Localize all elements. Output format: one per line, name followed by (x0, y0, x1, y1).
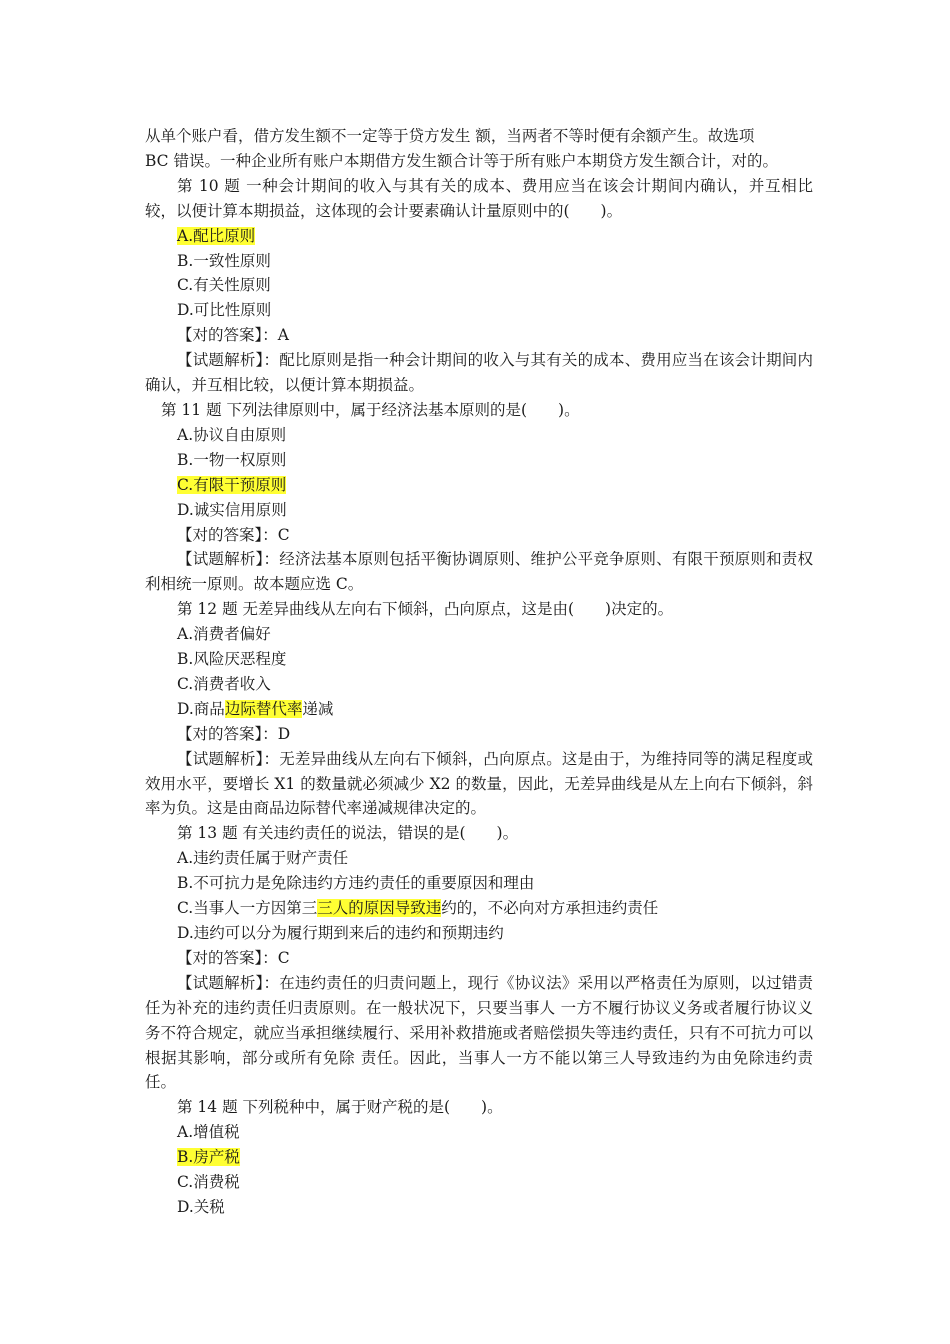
q10-option-b: B.一致性原则 (177, 251, 271, 270)
q13-option-c-highlight: 三人的原因导致违 (317, 899, 442, 918)
intro-line-1: 从单个账户看，借方发生额不一定等于贷方发生 额，当两者不等时便有余额产生。故选项 (145, 127, 755, 145)
q12-option-a: A.消费者偏好 (177, 625, 271, 644)
q11-answer: 【对的答案】：C (177, 525, 290, 544)
q11-option-b: B.一物一权原则 (177, 450, 287, 469)
q14-option-b-prefix: B. (177, 1148, 194, 1167)
q12-option-d-highlight: 边际替代率 (224, 699, 303, 718)
q10-option-a (145, 224, 813, 249)
q11-analysis: 【试题解析】：经济法基本原则包括平衡协调原则、维护公平竞争原则、有限干预原则和责权利相统一原则。故本题应选 C。 (145, 550, 813, 594)
q14-stem: 第 14 题 下列税种中，属于财产税的是( )。 (177, 1098, 503, 1117)
q12-answer: 【对的答案】：D (177, 724, 291, 743)
q12-option-b: B.风险厌恶程度 (177, 650, 287, 669)
q14-option-a: A.增值税 (177, 1123, 240, 1142)
q11-option-c-highlight: C.有限干预原则 (177, 475, 287, 494)
q14-option-c: C.消费税 (177, 1173, 240, 1192)
q12-option-d (145, 697, 813, 722)
q14-option-b-text: 房产税 (193, 1148, 240, 1167)
q14-option-b-highlight (177, 1148, 240, 1166)
q13-option-c (145, 896, 813, 921)
q10-option-c: C.有关性原则 (177, 276, 271, 295)
intro-line-2: BC 错误。一种企业所有账户本期借方发生额合计等于所有账户本期贷方发生额合计，对的。 (145, 151, 778, 170)
q13-option-c-prefix: C.当事人一方因第三 (177, 899, 318, 918)
q13-stem: 第 13 题 有关违约责任的说法，错误的是( )。 (177, 824, 519, 843)
q13-option-d: D.违约可以分为履行期到来后的违约和预期违约 (177, 924, 504, 942)
q11-option-a: A.协议自由原则 (177, 425, 287, 444)
q13-option-c-suffix: 约的，不必向对方承担违约责任 (441, 899, 659, 918)
q11-option-c (145, 473, 813, 498)
q12-option-d-suffix: 递减 (302, 699, 334, 718)
q13-option-a: A.违约责任属于财产责任 (177, 849, 349, 868)
document-body (145, 124, 813, 1220)
q12-option-d-prefix: D.商品 (177, 699, 225, 718)
q13-answer: 【对的答案】：C (177, 948, 290, 967)
q12-option-c: C.消费者收入 (177, 674, 271, 693)
q10-answer: 【对的答案】：A (177, 326, 289, 345)
q14-option-d: D.关税 (177, 1197, 225, 1216)
q11-option-d: D.诚实信用原则 (177, 500, 287, 519)
q14-option-b (145, 1145, 813, 1170)
q13-analysis: 【试题解析】：在违约责任的归责问题上，现行《协议法》采用以严格责任为原则，以过错责任为补充的违约责任归责原则。在一般状况下，只要当事人 一方不履行协议义务或者履行协议义务不符合规定，就应当承担继续履行、采用补救措施或者赔偿损失等违约责任，只有不可抗力可以根据其影响，部分或所有免除 责任。因此，当事人一方不能以第三人导致违约为由免除违约责任。 (145, 973, 813, 1092)
q10-stem: 第 10 题 一种会计期间的收入与其有关的成本、费用应当在该会计期间内确认，并互相比较，以便计算本期损益，这体现的会计要素确认计量原则中的( )。 (145, 176, 813, 220)
q13-option-b: B.不可抗力是免除违约方违约责任的重要原因和理由 (177, 874, 535, 893)
q11-stem: 第 11 题 下列法律原则中，属于经济法基本原则的是( )。 (161, 400, 580, 419)
q10-analysis: 【试题解析】：配比原则是指一种会计期间的收入与其有关的成本、费用应当在该会计期间内确认，并互相比较，以便计算本期损益。 (145, 351, 813, 395)
q10-option-d: D.可比性原则 (177, 301, 272, 320)
q10-option-a-highlight: A.配比原则 (177, 226, 256, 245)
q12-stem: 第 12 题 无差异曲线从左向右下倾斜，凸向原点，这是由( )决定的。 (177, 600, 674, 619)
q12-analysis: 【试题解析】：无差异曲线从左向右下倾斜，凸向原点。这是由于，为维持同等的满足程度或效用水平，要增长 X1 的数量就必须减少 X2 的数量，因此，无差异曲线是从左上向右下倾斜，斜率为负。这是由商品边际替代率递减规律决定的。 (145, 749, 813, 818)
